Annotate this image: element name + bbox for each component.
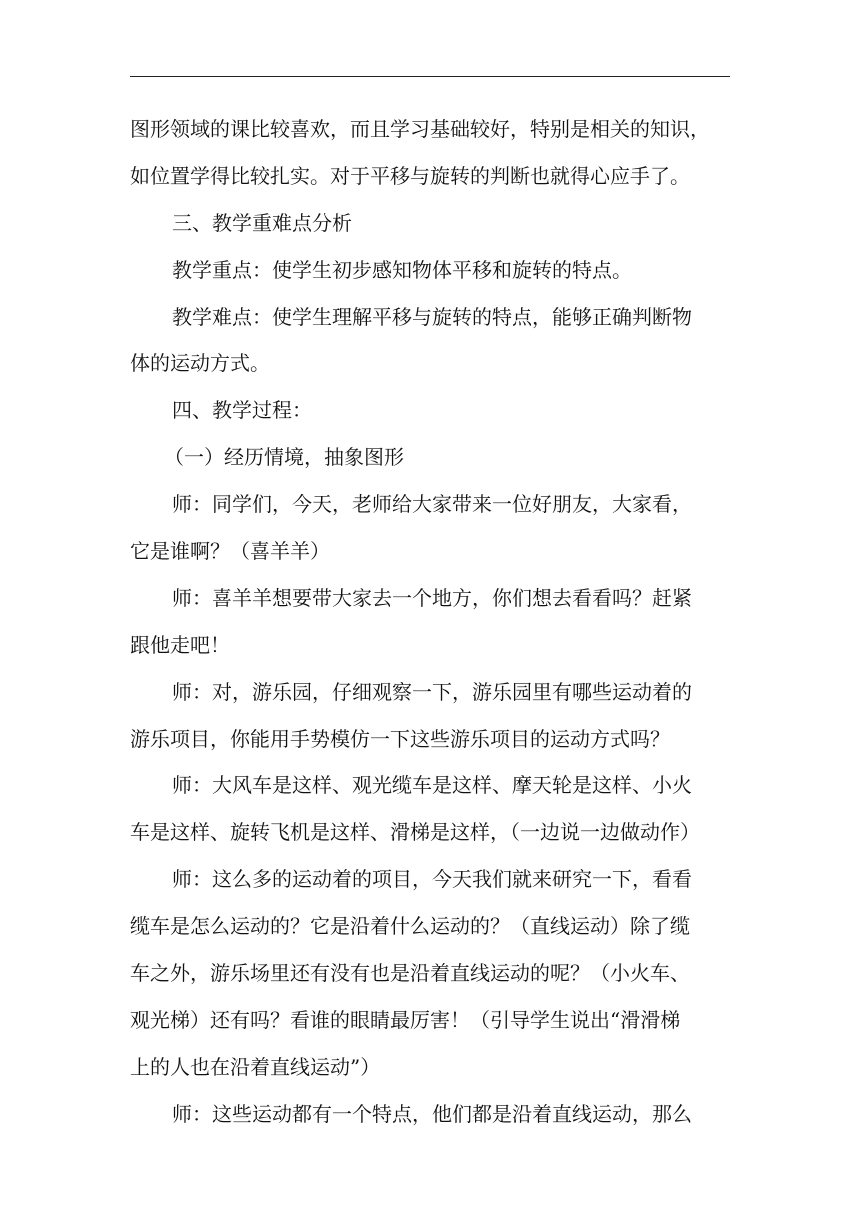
paragraph-line: 车是这样、旋转飞机是这样、滑梯是这样，（一边说一边做动作） [130,820,700,845]
paragraph-line: 师：这么多的运动着的项目，今天我们就来研究一下，看看 [172,867,692,892]
paragraph-line: 游乐项目，你能用手势模仿一下这些游乐项目的运动方式吗？ [130,726,670,751]
paragraph-line: 车之外，游乐场里还有没有也是沿着直线运动的呢？（小火车、 [130,961,690,986]
paragraph-line: 体的运动方式。 [130,351,270,376]
section-heading: 三、教学重难点分析 [172,210,352,235]
paragraph-line: 观光梯）还有吗？看谁的眼睛最厉害！（引导学生说出“滑滑梯 [130,1007,681,1032]
paragraph-line: 师：同学们，今天，老师给大家带来一位好朋友，大家看， [172,492,692,517]
paragraph-line: 上的人也在沿着直线运动”） [130,1054,381,1079]
paragraph-line: 它是谁啊？（喜羊羊） [130,539,330,564]
paragraph-line: 缆车是怎么运动的？它是沿着什么运动的？（直线运动）除了缆 [130,914,690,939]
section-heading: 四、教学过程： [172,398,312,423]
paragraph-line: 图形领域的课比较喜欢，而且学习基础较好，特别是相关的知识， [130,117,710,141]
header-rule [130,76,730,77]
paragraph-line: 跟他走吧！ [130,632,230,657]
subsection-heading: （一）经历情境，抽象图形 [164,445,404,470]
paragraph-line: 师：喜羊羊想要带大家去一个地方，你们想去看看吗？赶紧 [172,585,692,610]
paragraph-line: 师：对，游乐园，仔细观察一下，游乐园里有哪些运动着的 [172,679,692,704]
paragraph-line: 师：大风车是这样、观光缆车是这样、摩天轮是这样、小火 [172,773,692,798]
paragraph-line: 如位置学得比较扎实。对于平移与旋转的判断也就得心应手了。 [130,163,690,188]
paragraph-line: 教学重点：使学生初步感知物体平移和旋转的特点。 [172,257,632,282]
document-body [130,106,730,1138]
paragraph-line: 师：这些运动都有一个特点，他们都是沿着直线运动，那么 [172,1101,692,1126]
paragraph-line: 教学难点：使学生理解平移与旋转的特点，能够正确判断物 [172,304,692,329]
